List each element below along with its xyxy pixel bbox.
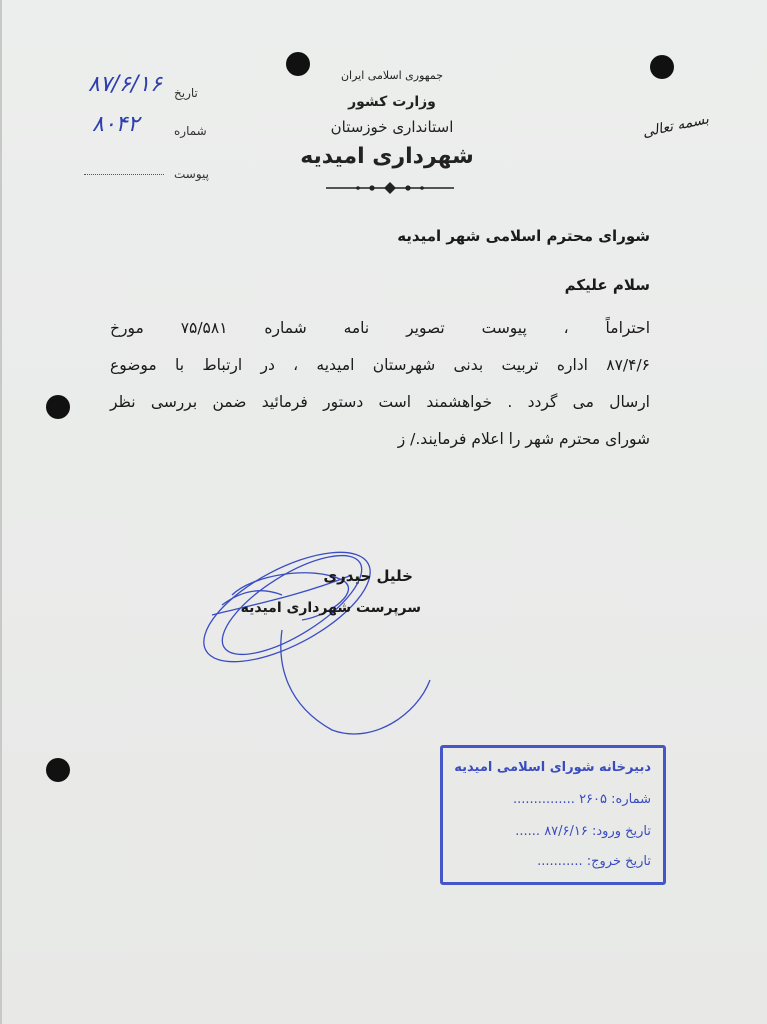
greeting-line: سلام علیکم: [564, 276, 650, 294]
body-line-2: ۸۷/۴/۶ اداره تربیت بدنی شهرستان امیدیه ، در ارتباط با موضوع: [110, 356, 650, 374]
signatory-title: سرپرست شهرداری امیدیه: [240, 600, 421, 616]
ministry-name: وزارت کشور: [348, 94, 436, 110]
attachment-dots: [84, 164, 164, 175]
stamp-entry-date-line: تاریخ ورود: ۸۷/۶/۱۶ ......: [515, 824, 651, 839]
body-line-4: شورای محترم شهر را اعلام فرمایند./ ز: [397, 430, 650, 448]
letter-body: [110, 310, 650, 458]
bismillah-text: بسمه تعالی: [641, 111, 711, 141]
stamp-number-line: شماره: ۲۶۰۵ ...............: [512, 792, 651, 807]
body-line-3: ارسال می گردد . خواهشمند است دستور فرمائید ضمن بررسی نظر: [110, 393, 650, 411]
body-line-1: احتراماً ، پیوست تصویر نامه شماره ۷۵/۵۸۱ مورخ: [110, 319, 650, 337]
municipality-name: شهرداری امیدیه: [300, 144, 474, 169]
date-label: تاریخ: [174, 86, 198, 100]
ornament-divider-icon: [324, 180, 456, 196]
attachment-label: پیوست: [174, 167, 209, 181]
binder-hole-bottom-left: [46, 758, 70, 782]
date-handwritten: ۸۷/۶/۱۶: [88, 72, 162, 97]
governorate-name: استانداری خوزستان: [330, 118, 454, 136]
signatory-name: خلیل حیدری: [323, 567, 413, 585]
stamp-title: دبیرخانه شورای اسلامی امیدیه: [454, 760, 651, 775]
number-label: شماره: [174, 124, 207, 138]
number-handwritten: ۸۰۴۲: [92, 112, 140, 137]
stamp-exit-date-line: تاریخ خروج: ...........: [537, 854, 651, 869]
country-name: جمهوری اسلامی ایران: [340, 69, 444, 82]
addressee-line: شورای محترم اسلامی شهر امیدیه: [397, 227, 650, 245]
council-secretariat-stamp: [440, 745, 666, 885]
binder-hole-top-right: [650, 55, 674, 79]
binder-hole-mid-left: [46, 395, 70, 419]
binder-hole-top-left: [286, 52, 310, 76]
